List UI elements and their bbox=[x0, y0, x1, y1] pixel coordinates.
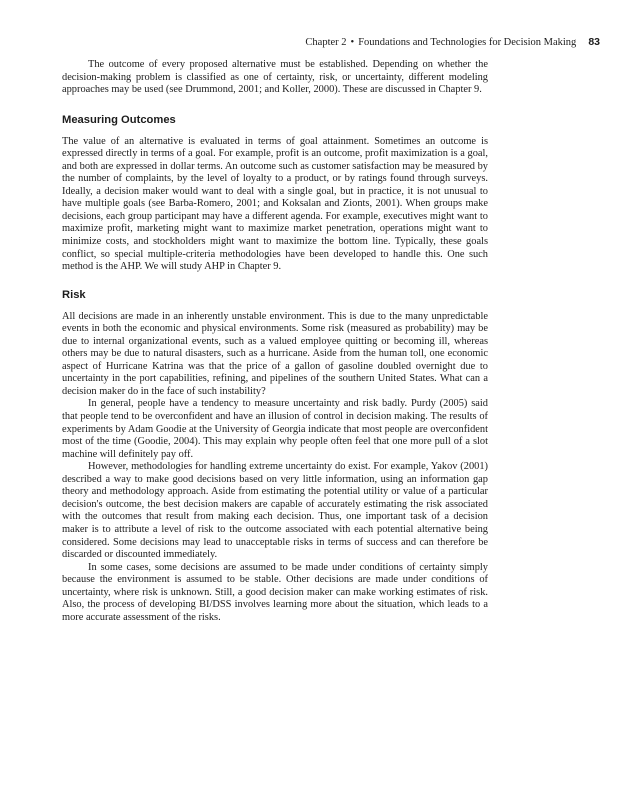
measuring-outcomes-paragraph: The value of an alternative is evaluated in terms of goal attainment. Sometimes an outcome is expressed directly in terms of a goal. For example, profit is an outcome, profit maximization is a goal, and both are expressed in dollar terms. An outcome such as customer satisfaction may be measured by the number of complaints, by the level of loyalty to a product, or by ratings found through surveys. Ideally, a decision maker would want to deal with a single goal, but in practice, it is not unusual to have multiple goals (see Barba-Romero, 2001; and Koksalan and Zionts, 2001). When groups make decisions, each group participant may have a different agenda. For example, executives might want to maximize profit, marketing might want to maximize market penetration, operations might want to minimize costs, and stockholders might want to maximize the bottom line. Typically, these goals conflict, so special multiple-criteria methodologies have been developed to handle this. One such method is the AHP. We will study AHP in Chapter 9. bbox=[62, 135, 488, 273]
risk-paragraph-1: All decisions are made in an inherently unstable environment. This is due to the many unpredictable events in both the economic and physical environments. Some risk (measured as probability) may be due to internal organizational events, such as a valued employee quitting or becoming ill, whereas others may be due to natural disasters, such as a hurricane. Aside from the human toll, one economic aspect of Hurricane Katrina was that the price of a gallon of gasoline doubled overnight due to uncertainty in the port capabilities, refining, and pipelines of the southern United States. What can a decision maker do in the face of such instability? bbox=[62, 310, 488, 397]
section-heading-measuring-outcomes: Measuring Outcomes bbox=[62, 113, 176, 126]
chapter-label: Chapter 2 bbox=[305, 37, 347, 48]
intro-paragraph: The outcome of every proposed alternative must be established. Depending on whether the decision-making problem is classified as one of certainty, risk, or uncertainty, different modeling approaches may be used (see Drummond, 2001; and Koller, 2000). These are discussed in Chapter 9. bbox=[62, 59, 488, 96]
page-number: 83 bbox=[588, 36, 600, 48]
risk-paragraph-2: In general, people have a tendency to measure uncertainty and risk badly. Purdy (2005) said that people tend to be overconfident and have an illusion of control in decision making. The results of experiments by Adam Goodie at the University of Georgia indicate that most people are overconfident most of the time (Goodie, 2004). This may explain why people often feel that one more pull of a slot machine will definitely pay off. bbox=[62, 398, 488, 460]
risk-paragraph-4: In some cases, some decisions are assumed to be made under conditions of certainty simply because the environment is assumed to be stable. Other decisions are made under conditions of uncertainty, where risk is unknown. Still, a good decision maker can make working estimates of risk. Also, the process of developing BI/DSS involves learning more about the situation, which leads to a more accurate assessment of the risks. bbox=[62, 561, 488, 623]
running-header bbox=[305, 36, 600, 48]
body-text bbox=[62, 59, 488, 624]
risk-paragraph-3: However, methodologies for handling extreme uncertainty do exist. For example, Yakov (2001) described a way to make good decisions based on very little information, using an information gap theory and methodology approach. Aside from estimating the potential utility or value of a particular decision's outcome, the best decision makers are capable of accurately estimating the risk associated with the outcomes that result from making each decision. Thus, one important task of a decision maker is to attribute a level of risk to the outcome associated with each potential alternative being considered. Some decisions may lead to unacceptable risks in terms of success and can therefore be discarded or discounted immediately. bbox=[62, 461, 488, 561]
header-separator: • bbox=[350, 37, 355, 48]
chapter-title: Foundations and Technologies for Decision Making bbox=[358, 37, 577, 48]
section-heading-risk: Risk bbox=[62, 288, 86, 301]
